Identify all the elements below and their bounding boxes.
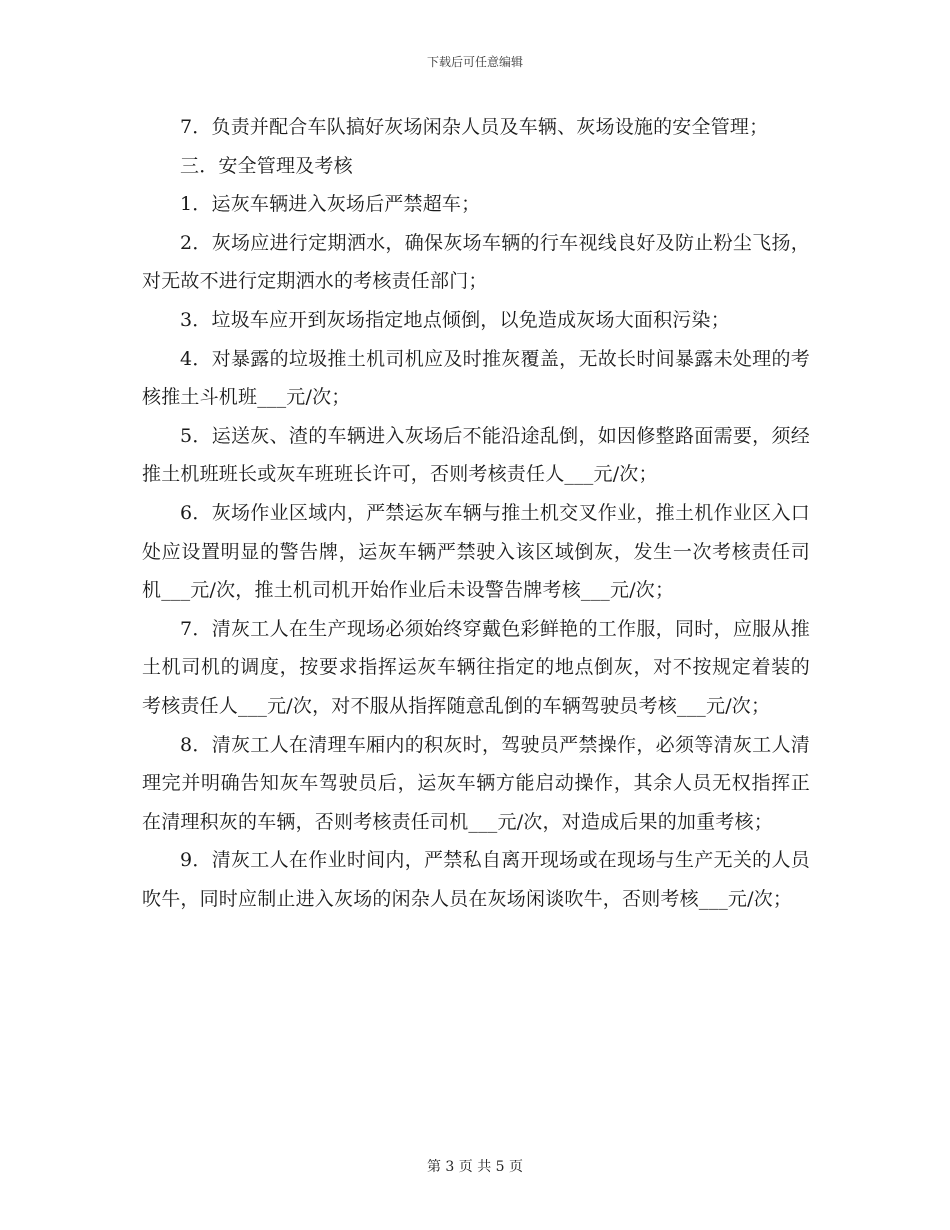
section-heading-safety-management: 三．安全管理及考核: [180, 154, 353, 177]
list-item-7-responsibility: 7．负责并配合车队搞好灰场闲杂人员及车辆、灰场设施的安全管理；: [180, 116, 769, 138]
page-header: 下载后可任意编辑: [426, 55, 523, 69]
rule-item-1: 1．运灰车辆进入灰场后严禁超车；: [180, 193, 481, 216]
rule-item-2: 2．灰场应进行定期洒水，确保灰场车辆的行车视线良好及防止粉尘飞扬，对无故不进行定期洒水的考核责任部门；: [142, 231, 810, 293]
rule-item-4: 4．对暴露的垃圾推土机司机应及时推灰覆盖，无故长时间暴露未处理的考核推土斗机班___元/次；: [142, 347, 810, 409]
rule-item-3: 3．垃圾车应开到灰场指定地点倾倒，以免造成灰场大面积污染；: [180, 308, 730, 331]
page-number-footer: 第 3 页 共 5 页: [426, 1159, 524, 1175]
rule-item-5: 5．运送灰、渣的车辆进入灰场后不能沿途乱倒，如因修整路面需要，须经推土机班班长或灰车班班长许可，否则考核责任人___元/次；: [142, 424, 810, 486]
rule-item-8: 8．清灰工人在清理车厢内的积灰时，驾驶员严禁操作，必须等清灰工人清理完并明确告知灰车驾驶员后，运灰车辆方能启动操作，其余人员无权指挥正在清理积灰的车辆，否则考核责任司机___元/次，对造成后果的加重考核；: [142, 733, 810, 833]
rule-item-7: 7．清灰工人在生产现场必须始终穿戴色彩鲜艳的工作服，同时，应服从推土机司机的调度，按要求指挥运灰车辆往指定的地点倒灰，对不按规定着装的考核责任人___元/次，对不服从指挥随意乱倒的车辆驾驶员考核___元/次；: [142, 617, 810, 717]
rule-item-9: 9．清灰工人在作业时间内，严禁私自离开现场或在现场与生产无关的人员吹牛，同时应制止进入灰场的闲杂人员在灰场闲谈吹牛，否则考核___元/次；: [142, 849, 810, 910]
document-body: [142, 108, 810, 918]
rule-item-6: 6．灰场作业区域内，严禁运灰车辆与推土机交叉作业，推土机作业区入口处应设置明显的警告牌，运灰车辆严禁驶入该区域倒灰，发生一次考核责任司机___元/次，推土机司机开始作业后未设警告牌考核___元/次；: [142, 501, 810, 602]
